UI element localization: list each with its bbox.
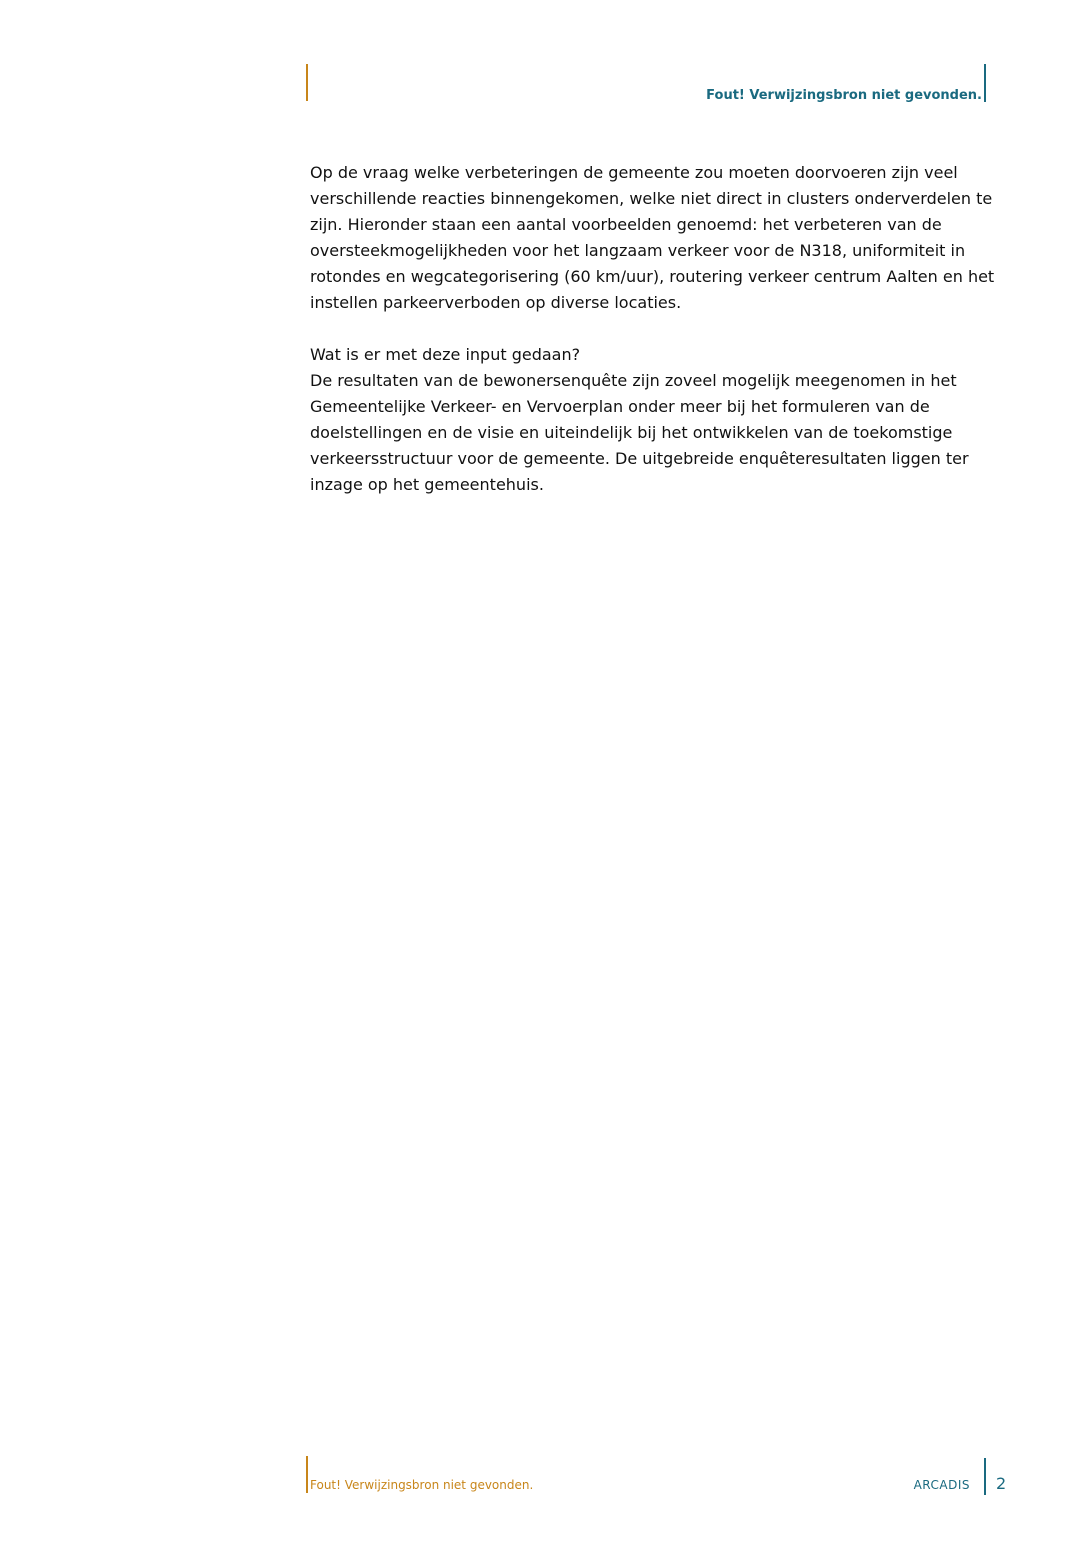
- header-left-rule: [306, 64, 308, 101]
- body-paragraph-2: De resultaten van de bewonersenquête zijn zoveel mogelijk meegenomen in het Gemeentelijke Verkeer- en Vervoerplan onder meer bij het formuleren van de doelstellingen en de visie en uiteindelijk bij het ontwikkelen van de toekomstige verkeersstructuur voor de gemeente. De uitgebreide enquêteresultaten liggen ter inzage op het gemeentehuis.: [310, 371, 969, 494]
- body-paragraph-1: Op de vraag welke verbeteringen de gemeente zou moeten doorvoeren zijn veel verschillende reacties binnengekomen, welke niet direct in clusters onderverdelen te zijn. Hieronder staan een aantal voorbeelden genoemd: het verbeteren van de oversteekmogelijkheden voor het langzaam verkeer voor de N318, uniformiteit in rotondes en wegcategorisering (60 km/uur), routering verkeer centrum Aalten en het instellen parkeerverboden op diverse locaties.: [310, 163, 995, 312]
- footer-left-rule: [306, 1456, 308, 1493]
- footer-reference: Fout! Verwijzingsbron niet gevonden.: [310, 1478, 534, 1492]
- document-body: [310, 160, 1000, 524]
- footer-brand: ARCADIS: [913, 1478, 970, 1492]
- page-number: 2: [996, 1474, 1007, 1493]
- header-reference: Fout! Verwijzingsbron niet gevonden.: [706, 88, 982, 103]
- body-question: Wat is er met deze input gedaan?: [310, 345, 581, 364]
- header-right-rule: [984, 64, 986, 102]
- footer-right-rule: [984, 1458, 986, 1495]
